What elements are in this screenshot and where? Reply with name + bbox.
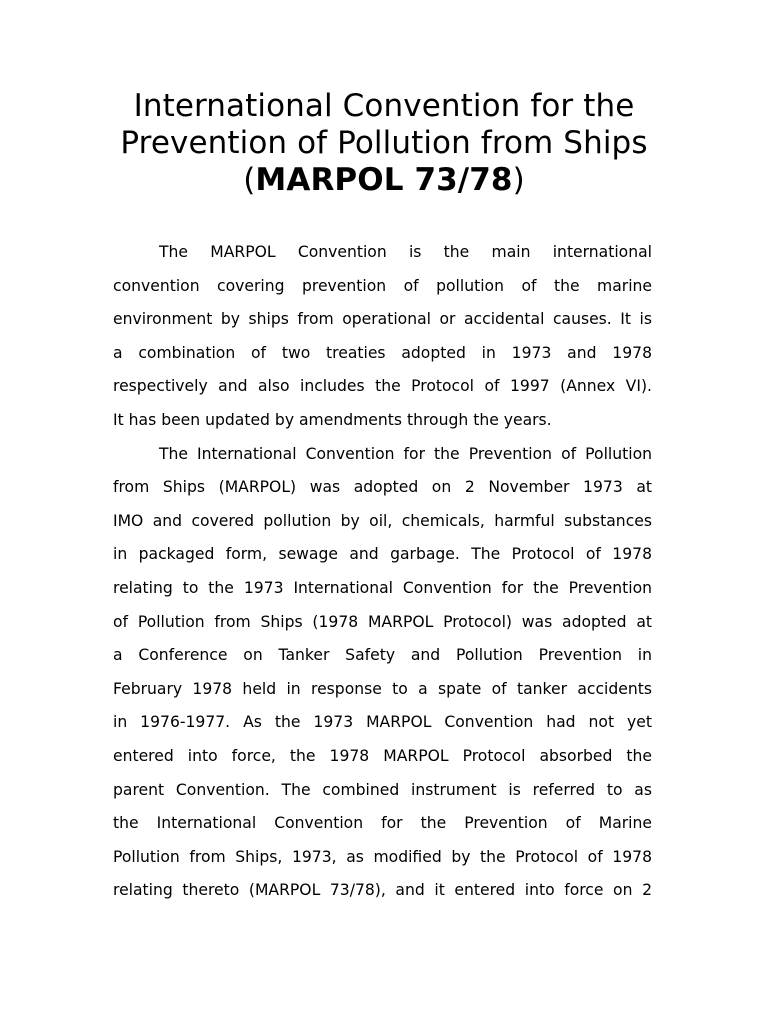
title-paren-open: ( [243, 162, 256, 198]
paragraph-line: the International Convention for the Prevention of Marine [113, 814, 652, 833]
paragraph-line: relating to the 1973 International Convention for the Prevention [113, 578, 652, 597]
title-line [60, 162, 708, 199]
title-line: International Convention for the [133, 88, 635, 124]
paragraph-2 [113, 438, 652, 908]
paragraph-line: a Conference on Tanker Safety and Pollution Prevention in [113, 646, 652, 665]
paragraph-line: The MARPOL Convention is the main international [159, 243, 652, 261]
paragraph-line: IMO and covered pollution by oil, chemicals, harmful substances [113, 511, 652, 530]
paragraph-line: respectively and also includes the Protocol of 1997 (Annex VI). [113, 377, 652, 396]
paragraph-line: of Pollution from Ships (1978 MARPOL Protocol) was adopted at [113, 612, 652, 631]
title-paren-close: ) [512, 162, 525, 198]
paragraph-line: in 1976-1977. As the 1973 MARPOL Convention had not yet [113, 713, 652, 732]
paragraph-line: It has been updated by amendments through the years. [113, 410, 552, 429]
paragraph-line: February 1978 held in response to a spate of tanker accidents [113, 679, 652, 698]
document-body [113, 236, 652, 908]
paragraph-line: The International Convention for the Prevention of Pollution [159, 444, 652, 463]
paragraph-line: parent Convention. The combined instrument is referred to as [113, 780, 652, 799]
title-acronym: MARPOL 73/78 [255, 162, 513, 198]
paragraph-line: in packaged form, sewage and garbage. The Protocol of 1978 [113, 545, 652, 564]
paragraph-line: Pollution from Ships, 1973, as modified by the Protocol of 1978 [113, 847, 652, 866]
paragraph-line: convention covering prevention of pollution of the marine [113, 276, 652, 295]
title-line: Prevention of Pollution from Ships [120, 125, 648, 161]
paragraph-line: from Ships (MARPOL) was adopted on 2 November 1973 at [113, 478, 652, 497]
paragraph-line: entered into force, the 1978 MARPOL Protocol absorbed the [113, 746, 652, 765]
paragraph-line: environment by ships from operational or accidental causes. It is [113, 310, 652, 329]
document-title [60, 88, 708, 199]
paragraph-line: a combination of two treaties adopted in 1973 and 1978 [113, 343, 652, 362]
paragraph-1 [113, 236, 652, 438]
paragraph-line: relating thereto (MARPOL 73/78), and it entered into force on 2 [113, 881, 652, 900]
